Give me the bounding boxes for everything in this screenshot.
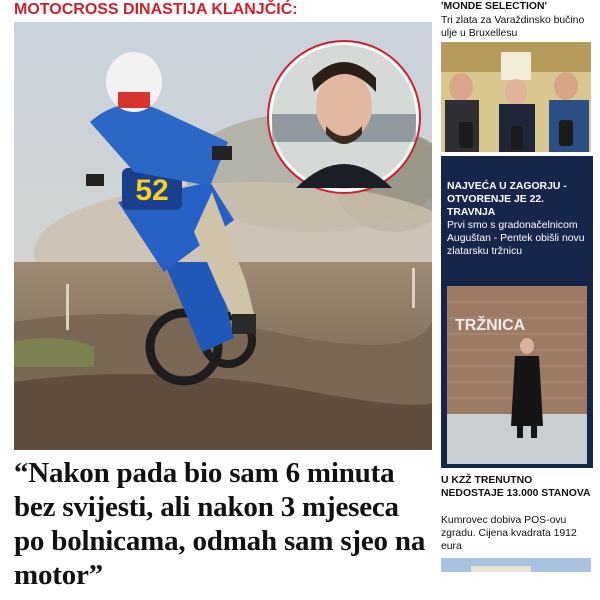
sidebar-card-trznica[interactable] (441, 156, 593, 468)
sidebar-card-text[interactable]: Prvi smo s gradonačelnicom Auguštan - Pentek obišli novu zlatarsku tržnicu (447, 220, 585, 257)
sidebar-card-text[interactable]: Kumrovec dobiva POS-ovu zgradu. Cijena kvadrata 1912 eura (441, 515, 577, 552)
rider-number: 52 (135, 174, 169, 207)
market-sign: TRŽNICA (455, 317, 526, 334)
sidebar-card-title[interactable]: NAJVEĆA U ZAGORJU - OTVORENJE JE 22. TRAVNJA (447, 181, 567, 218)
sidebar-card-photo[interactable] (447, 286, 587, 464)
motocross-photo[interactable] (14, 22, 432, 450)
article-kicker[interactable]: MOTOCROSS DINASTIJA KLANJČIĆ: (14, 1, 298, 18)
sidebar-card-photo[interactable] (441, 42, 591, 152)
sidebar (441, 0, 593, 600)
building-photo-illustration (441, 558, 591, 572)
motocross-photo-illustration (14, 22, 432, 450)
oil-award-photo-illustration (441, 42, 591, 152)
sidebar-card-photo[interactable] (441, 558, 591, 572)
sidebar-card-title[interactable]: 'MONDE SELECTION' (441, 1, 547, 12)
market-photo-illustration (447, 286, 587, 464)
article-headline[interactable]: “Nakon pada bio sam 6 minuta bez svijesti, ali nakon 3 mjeseca po bolnicama, odmah sam sjeo na motor” (14, 457, 426, 591)
sidebar-card-title[interactable]: U KZŽ TRENUTNO NEDOSTAJE 13.000 STANOVA (441, 475, 591, 499)
sidebar-card-text[interactable]: Tri zlata za Varaždinsko bučino ulje u Bruxellesu (441, 15, 585, 39)
